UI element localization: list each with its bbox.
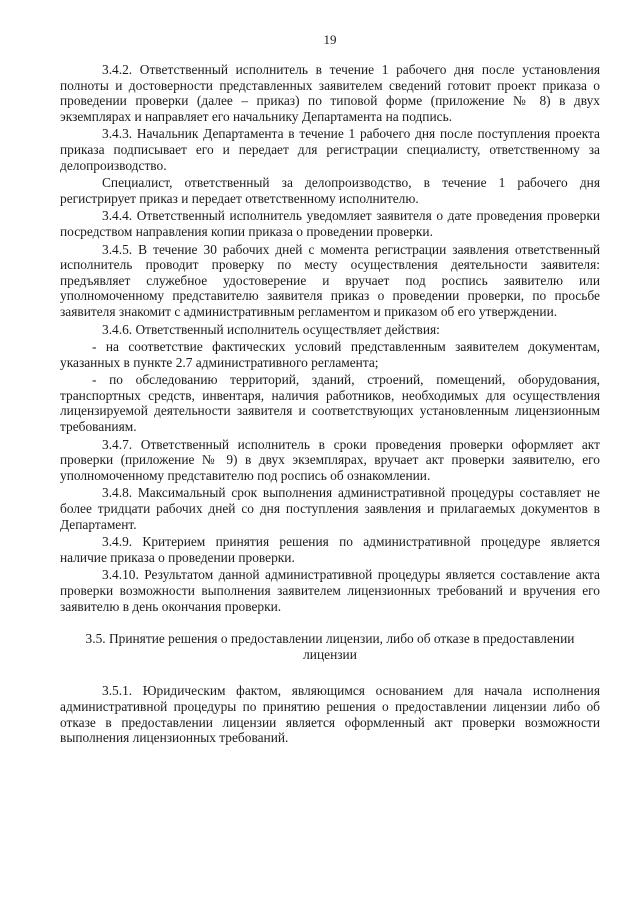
paragraph-3-4-5: 3.4.5. В течение 30 рабочих дней с момента регистрации заявления ответственный исполнитель проводит проверку по месту осуществления деятельности заявителя: предъявляет служебное удостоверение и вручает под роспись заявителю или уполномоченному представителю заявителя приказ о проведении проверки, по просьбе заявителя знакомит с административным регламентом и приказом об его утверждении. [60, 241, 600, 319]
paragraph-registration: Специалист, ответственный за делопроизводство, в течение 1 рабочего дня регистрирует приказ и передает ответственному исполнителю. [60, 175, 600, 206]
list-item: - по обследованию территорий, зданий, строений, помещений, оборудования, транспортных средств, инвентаря, наличия работников, необходимых для осуществления лицензируемой деятельности заявителя и соответствующих установленным лицензионным требованиям. [60, 372, 600, 435]
paragraph-3-4-9: 3.4.9. Критерием принятия решения по административной процедуре является наличие приказа о проведении проверки. [60, 534, 600, 565]
paragraph-3-5-1: 3.5.1. Юридическим фактом, являющимся основанием для начала исполнения административной процедуры по принятию решения о предоставлении лицензии либо об отказе в предоставлении лицензии является оформленный акт проверки возможности выполнения лицензионных требований. [60, 683, 600, 746]
paragraph-3-4-7: 3.4.7. Ответственный исполнитель в сроки проведения проверки оформляет акт проверки (приложение № 9) в двух экземплярах, вручает акт проверки заявителю, его уполномоченному представителю под роспись об ознакомлении. [60, 436, 600, 483]
section-heading: 3.5. Принятие решения о предоставлении лицензии, либо об отказе в предоставлении лицензии [85, 631, 575, 662]
paragraph-3-4-4: 3.4.4. Ответственный исполнитель уведомляет заявителя о дате проведения проверки посредством направления копии приказа о проведении проверки. [60, 208, 600, 239]
paragraph-3-4-2: 3.4.2. Ответственный исполнитель в течение 1 рабочего дня после установления полноты и достоверности представленных заявителем сведений готовит проект приказа о проведении проверки (далее – приказ) по типовой форме (приложение № 8) в двух экземплярах и направляет его начальнику Департамента на подпись. [60, 62, 600, 124]
list-item: - на соответствие фактических условий представленным заявителем документам, указанных в пункте 2.7 административного регламента; [60, 339, 600, 370]
paragraph-3-4-6: 3.4.6. Ответственный исполнитель осуществляет действия: [102, 321, 440, 337]
page-number: 19 [323, 32, 337, 47]
paragraph-3-4-10: 3.4.10. Результатом данной административной процедуры является составление акта проверки возможности выполнения заявителем лицензионных требований и вручения его заявителю в день окончания проверки. [60, 567, 600, 614]
paragraph-3-4-3: 3.4.3. Начальник Департамента в течение 1 рабочего дня после поступления проекта приказа подписывает его и передает для регистрации специалисту, ответственному за делопроизводство. [60, 126, 600, 173]
paragraph-3-4-8: 3.4.8. Максимальный срок выполнения административной процедуры составляет не более тридцати рабочих дней со дня поступления заявления и прилагаемых документов в Департамент. [60, 485, 600, 532]
